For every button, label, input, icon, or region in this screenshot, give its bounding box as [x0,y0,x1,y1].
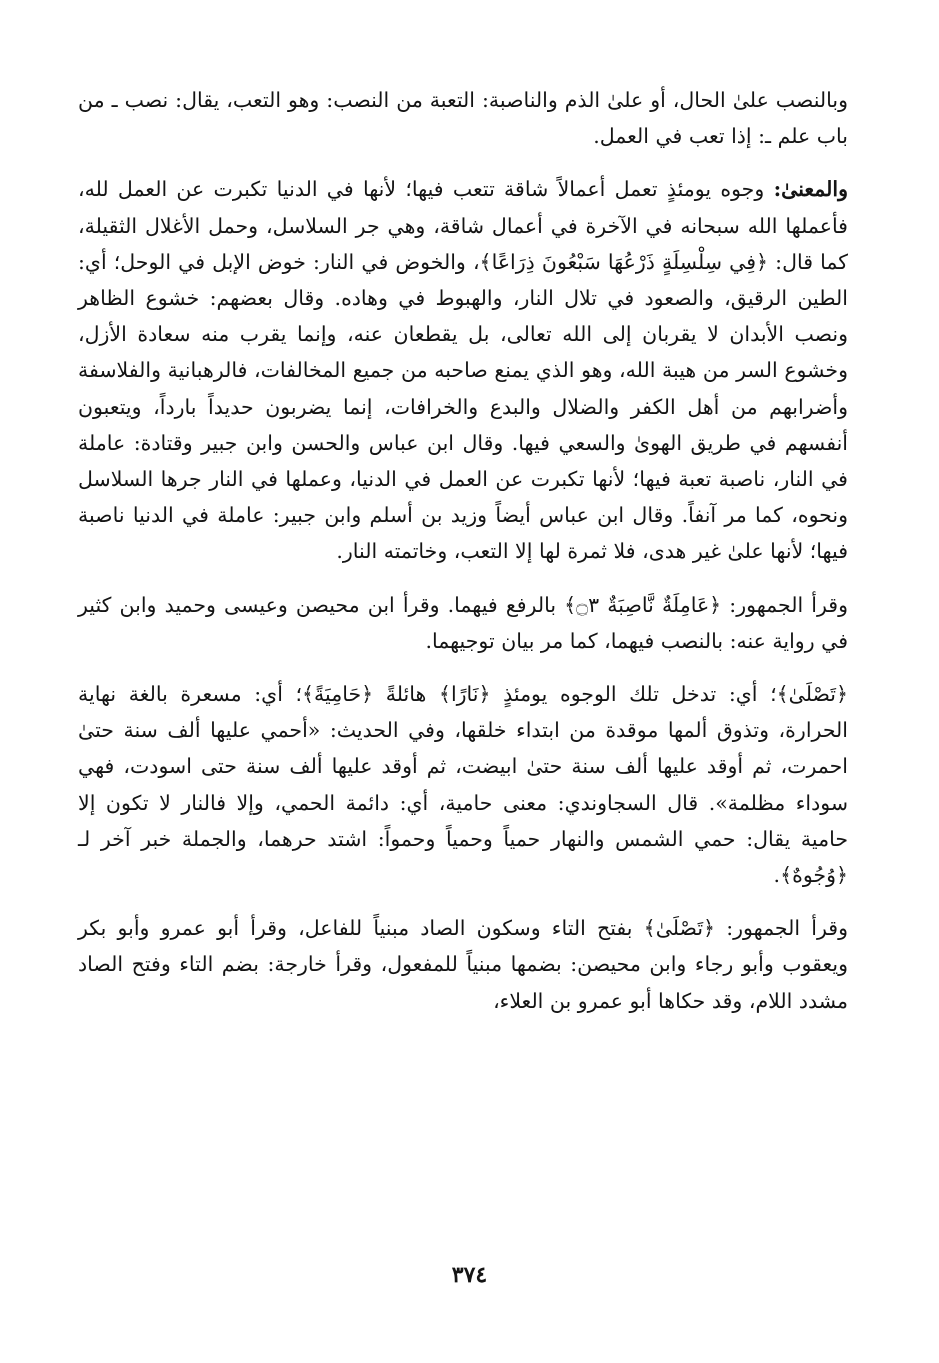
paragraph-5-text: وقرأ الجمهور: ﴿تَصْلَىٰ﴾ بفتح التاء وسكون الصاد مبنياً للفاعل، وقرأ أبو عمرو وأبو بكر ويعقوب وأبو رجاء وابن محيصن: بضمها مبنياً للمفعول، وقرأ خارجة: بضم التاء وفتح الصاد مشدد اللام، وقد حكاها أبو عمرو بن العلاء، [78,916,848,1013]
paragraph-1-text: وبالنصب علىٰ الحال، أو علىٰ الذم والناصبة: التعبة من النصب: وهو التعب، يقال: نصب ـ من باب علم ـ: إذا تعب في العمل. [78,88,848,149]
paragraph-4 [78,676,848,893]
document-body [78,82,848,1019]
paragraph-2-lead: والمعنىٰ: [773,177,848,202]
paragraph-5 [78,910,848,1019]
paragraph-3-text: وقرأ الجمهور: ﴿عَامِلَةٌ نَّاصِبَةٌ ۝٣﴾ بالرفع فيهما. وقرأ ابن محيصن وعيسى وحميد وابن كثير في رواية عنه: بالنصب فيهما، كما مر بيان توجيهما. [78,592,848,653]
page-number: ٣٧٤ [451,1262,488,1288]
paragraph-3 [78,587,848,659]
paragraph-1 [78,82,848,154]
paragraph-2 [78,171,848,569]
paragraph-4-text: ﴿تَصْلَىٰ﴾؛ أي: تدخل تلك الوجوه يومئذٍ ﴿نَارًا﴾ هائلةً ﴿حَامِيَةً﴾؛ أي: مسعرة بالغة نهاية الحرارة، وتذوق ألمها موقدة من ابتداء خلقها، وفي الحديث: «أحمي عليها ألف سنة حتىٰ احمرت، ثم أوقد عليها ألف سنة حتىٰ ابيضت، ثم أوقد عليها ألف سنة حتى اسودت، فهي سوداء مظلمة». قال السجاوندي: معنى حامية، أي: دائمة الحمي، وإلا فالنار لا تكون إلا حامية يقال: حمي الشمس والنهار حمياً وحمياً وحمواً: اشتد حرهما، والجملة خبر آخر لـ ﴿وُجُوهٌ﴾. [78,682,848,888]
paragraph-2-text: وجوه يومئذٍ تعمل أعمالاً شاقة تتعب فيها؛ لأنها في الدنيا تكبرت عن العمل لله، فأعملها الله سبحانه في الآخرة في أعمال شاقة، وهي جر السلاسل، وحمل الأغلال الثقيلة، كما قال: ﴿فِي سِلْسِلَةٍ ذَرْعُهَا سَبْعُونَ ذِرَاعًا﴾، والخوض في النار: خوض الإبل في الوحل؛ أي: الطين الرقيق، والصعود في تلال النار، والهبوط في وهاده. وقال بعضهم: خشوع الظاهر ونصب الأبدان لا يقربان إلى الله تعالى، بل يقطعان عنه، وإنما يقرب منه سعادة الأزل، وخشوع السر من هيبة الله، وهو الذي يمنع صاحبه من جميع المخالفات، فالرهبانية والفلاسفة وأضرابهم من أهل الكفر والضلال والبدع والخرافات، إنما يضربون حديداً بارداً، ويتعبون أنفسهم في طريق الهوىٰ والسعي فيها. وقال ابن عباس والحسن وابن جبير وقتادة: عاملة في النار، ناصبة تعبة فيها؛ لأنها تكبرت عن العمل في الدنيا، وعملها في النار جرها السلاسل ونحوه، كما مر آنفاً. وقال ابن عباس أيضاً وزيد بن أسلم وابن جبير: عاملة في الدنيا ناصبة فيها؛ لأنها علىٰ غير هدى، فلا ثمرة لها إلا التعب، وخاتمته النار. [78,177,848,564]
